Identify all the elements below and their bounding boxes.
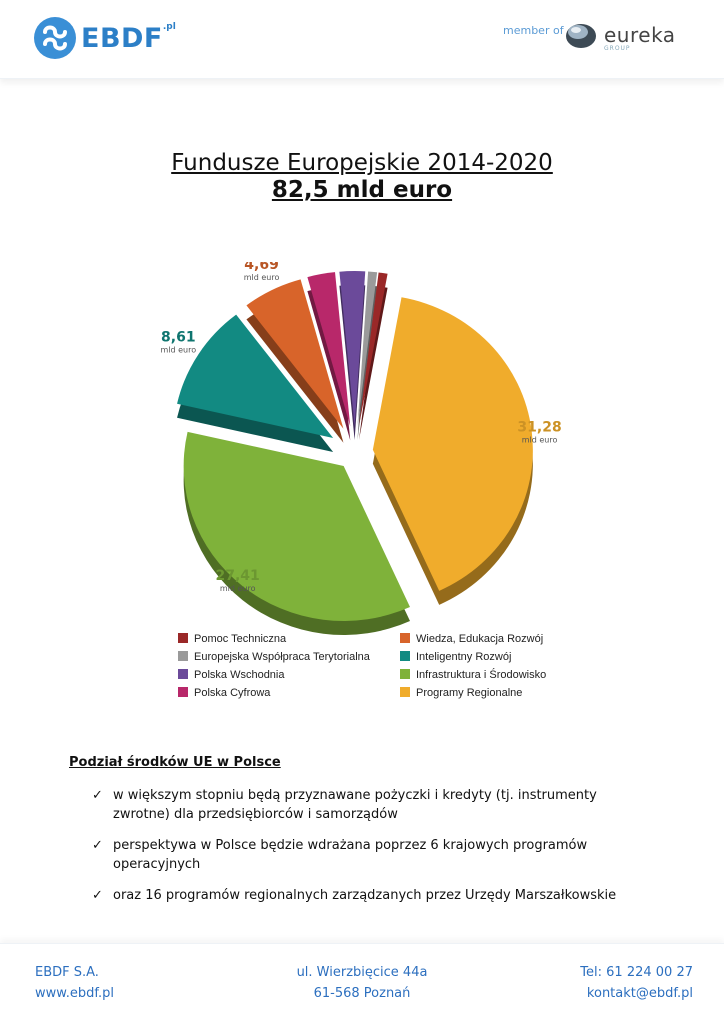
- slice-value-label: 27,41: [215, 568, 260, 585]
- slice-value-label: 31,28: [517, 419, 562, 436]
- legend-label: Pomoc Techniczna: [194, 633, 287, 645]
- footer-contact: [580, 962, 693, 1004]
- page-subtitle: 82,5 mld euro: [271, 177, 453, 203]
- slice-value-label: 8,61: [161, 329, 196, 346]
- bullet-text: perspektywa w Polsce będzie wdrażana poprzez 6 krajowych programów operacyjnych: [113, 838, 588, 872]
- footer-email-link[interactable]: kontakt@ebdf.pl: [586, 986, 693, 1001]
- checkmark-icon: ✓: [92, 838, 103, 853]
- eureka-logo[interactable]: [564, 20, 676, 50]
- slice-unit-label: mld euro: [521, 435, 558, 445]
- checkmark-icon: ✓: [92, 888, 103, 903]
- legend-label: Inteligentny Rozwój: [416, 651, 512, 663]
- logo-suffix: .pl: [162, 22, 176, 32]
- funds-pie-chart: [150, 262, 570, 722]
- bullet-list: [92, 786, 652, 917]
- footer-company-name: EBDF S.A.: [35, 965, 99, 980]
- pie-chart-svg: [150, 262, 570, 722]
- page-title: Fundusze Europejskie 2014-2020: [171, 150, 553, 176]
- legend-label: Programy Regionalne: [416, 687, 523, 699]
- legend-swatch: [400, 669, 410, 679]
- legend-label: Wiedza, Edukacja Rozwój: [416, 633, 544, 645]
- slice-unit-label: mld euro: [243, 273, 280, 283]
- legend-label: Polska Cyfrowa: [194, 687, 271, 699]
- slice-unit-label: [369, 262, 405, 263]
- footer-street: ul. Wierzbięcice 44a: [296, 965, 428, 980]
- logo-text: EBDF: [81, 22, 163, 54]
- slice-value-label: 4,69: [244, 262, 279, 274]
- list-item: [92, 836, 652, 874]
- legend-swatch: [178, 687, 188, 697]
- slice-unit-label: mld euro: [160, 345, 197, 355]
- eureka-name: eureka: [604, 23, 676, 47]
- list-item: [92, 886, 652, 905]
- legend-label: Infrastruktura i Środowisko: [416, 669, 547, 681]
- footer-website-link[interactable]: www.ebdf.pl: [35, 986, 114, 1001]
- legend-swatch: [178, 633, 188, 643]
- page-header: [0, 0, 724, 79]
- legend-label: Polska Wschodnia: [194, 669, 285, 681]
- member-of-label: member of: [503, 24, 564, 37]
- legend-swatch: [178, 669, 188, 679]
- eureka-logo-icon: [564, 20, 600, 50]
- legend-swatch: [400, 651, 410, 661]
- footer-phone: Tel: 61 224 00 27: [580, 965, 693, 980]
- bullet-text: w większym stopniu będą przyznawane pożyczki i kredyty (tj. instrumenty zwrotne) dla przedsiębiorców i samorządów: [113, 788, 597, 822]
- bullet-text: oraz 16 programów regionalnych zarządzanych przez Urzędy Marszałkowskie: [113, 888, 617, 903]
- legend-swatch: [400, 633, 410, 643]
- page-footer: [0, 943, 724, 1025]
- legend-swatch: [178, 651, 188, 661]
- ebdf-logo[interactable]: [33, 16, 176, 60]
- checkmark-icon: ✓: [92, 788, 103, 803]
- legend-label: Europejska Współpraca Terytorialna: [194, 651, 370, 663]
- slice-unit-label: [299, 262, 335, 264]
- list-item: [92, 786, 652, 824]
- footer-city: 61-568 Poznań: [313, 986, 411, 1001]
- pie-slice: [373, 297, 533, 591]
- section-heading: Podział środków UE w Polsce: [69, 755, 281, 770]
- legend-swatch: [400, 687, 410, 697]
- slice-unit-label: mld euro: [219, 584, 256, 594]
- ebdf-logo-icon: [33, 16, 77, 60]
- eureka-group-label: GROUP: [604, 45, 631, 52]
